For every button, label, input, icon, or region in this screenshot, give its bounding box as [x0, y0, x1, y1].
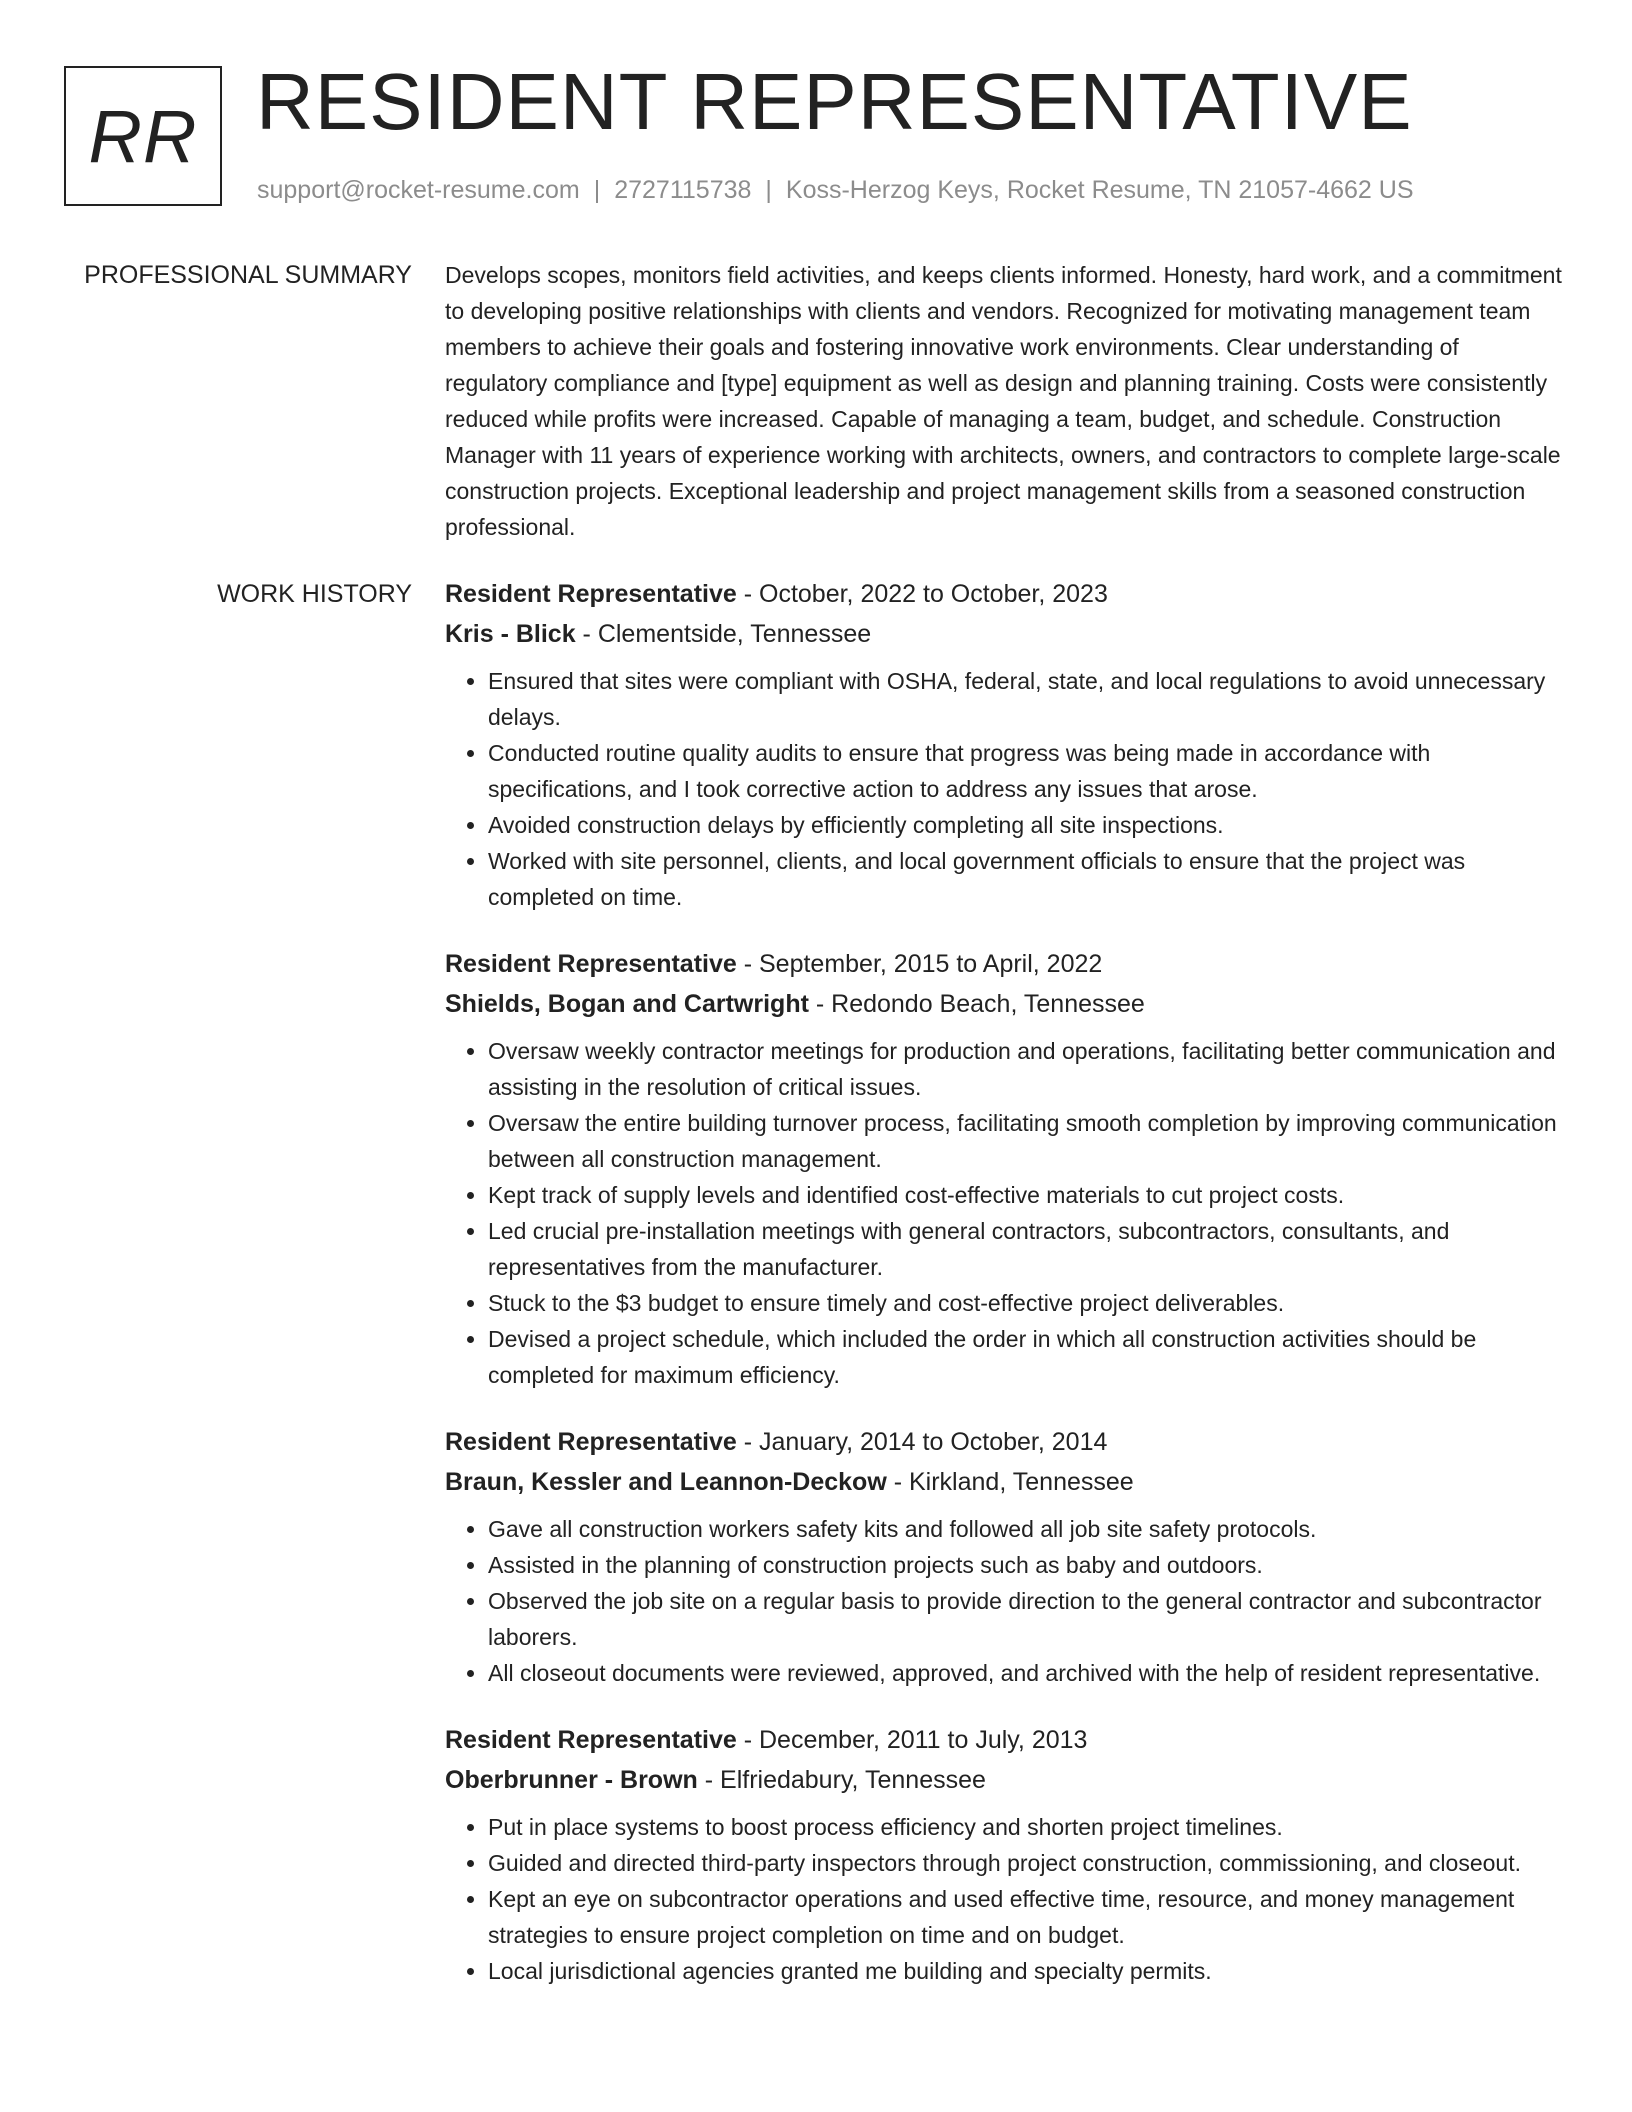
job-bullet: • Led crucial pre-installation meetings with general contractors, subcontractors, consultants, and representatives from the manufacturer. [488, 1213, 1563, 1285]
job-bullet: • Observed the job site on a regular basis to provide direction to the general contractor and subcontractor laborers. [488, 1583, 1563, 1655]
contact-address: Koss-Herzog Keys, Rocket Resume, TN 21057-4662 US [785, 176, 1414, 204]
job-bullet: • Devised a project schedule, which included the order in which all construction activities should be completed for maximum efficiency. [488, 1321, 1563, 1393]
job-company-line [445, 1760, 1563, 1800]
job-bullet: • Kept an eye on subcontractor operations and used effective time, resource, and money management strategies to ensure project completion on time and on budget. [488, 1881, 1563, 1953]
job-company: Kris - Blick [445, 620, 576, 648]
contact-separator: | [593, 176, 601, 204]
job-title: Resident Representative [445, 1428, 737, 1456]
job-location: - Redondo Beach, Tennessee [808, 990, 1145, 1018]
job-bullet: • Put in place systems to boost process efficiency and shorten project timelines. [488, 1809, 1563, 1845]
section-label-work-history: WORK HISTORY [217, 580, 412, 608]
job-dates: - December, 2011 to July, 2013 [736, 1726, 1088, 1754]
work-history-section [445, 574, 1563, 2018]
job-title: Resident Representative [445, 1726, 737, 1754]
section-label-summary: PROFESSIONAL SUMMARY [84, 261, 412, 289]
job-bullet: • All closeout documents were reviewed, approved, and archived with the help of resident representative. [488, 1655, 1563, 1691]
contact-email[interactable]: support@rocket-resume.com [257, 176, 580, 204]
job-bullet: • Conducted routine quality audits to ensure that progress was being made in accordance with specifications, and I took corrective action to address any issues that arose. [488, 735, 1563, 807]
job-bullet: • Guided and directed third-party inspectors through project construction, commissioning, and closeout. [488, 1845, 1563, 1881]
summary-section [445, 257, 1563, 545]
job-bullet: • Kept track of supply levels and identified cost-effective materials to cut project costs. [488, 1177, 1563, 1213]
job-bullet-list [445, 663, 1563, 915]
job-bullet: • Ensured that sites were compliant with OSHA, federal, state, and local regulations to avoid unnecessary delays. [488, 663, 1563, 735]
job-bullet: • Stuck to the $3 budget to ensure timely and cost-effective project deliverables. [488, 1285, 1563, 1321]
job-location: - Clementside, Tennessee [575, 620, 872, 648]
job-location: - Kirkland, Tennessee [886, 1468, 1134, 1496]
job-company: Oberbrunner - Brown [445, 1766, 698, 1794]
job-title: Resident Representative [445, 950, 737, 978]
job-entry [445, 1720, 1563, 1989]
job-list [445, 574, 1563, 1989]
job-company: Braun, Kessler and Leannon-Deckow [445, 1468, 887, 1496]
job-bullet: • Assisted in the planning of construction projects such as baby and outdoors. [488, 1547, 1563, 1583]
job-title: Resident Representative [445, 580, 737, 608]
job-title-line [445, 944, 1563, 984]
job-bullet-list [445, 1033, 1563, 1393]
contact-separator: | [765, 176, 772, 204]
job-location: - Elfriedabury, Tennessee [697, 1766, 986, 1794]
job-title-line [445, 574, 1563, 614]
job-company-line [445, 1462, 1563, 1502]
job-entry [445, 944, 1563, 1393]
job-bullet: • Local jurisdictional agencies granted me building and specialty permits. [488, 1953, 1563, 1989]
contact-line [257, 174, 1414, 206]
job-bullet: • Worked with site personnel, clients, and local government officials to ensure that the project was completed on time. [488, 843, 1563, 915]
job-entry [445, 1422, 1563, 1691]
job-bullet: • Gave all construction workers safety kits and followed all job site safety protocols. [488, 1511, 1563, 1547]
contact-phone[interactable]: 2727115738 [614, 176, 752, 204]
job-bullet-list [445, 1809, 1563, 1989]
resume-name: RESIDENT REPRESENTATIVE [256, 57, 1413, 146]
job-bullet: • Oversaw the entire building turnover process, facilitating smooth completion by improving communication between all construction management. [488, 1105, 1563, 1177]
summary-text: Develops scopes, monitors field activities, and keeps clients informed. Honesty, hard work, and a commitment to developing positive relationships with clients and vendors. Recognized for motivating management team members to achieve their goals and fostering innovative work environments. Clear understanding of regulatory compliance and [type] equipment as well as design and planning training. Costs were consistently reduced while profits were increased. Capable of managing a team, budget, and schedule. Construction Manager with 11 years of experience working with architects, owners, and contractors to complete large-scale construction projects. Exceptional leadership and project management skills from a seasoned construction professional. [445, 262, 1562, 540]
job-bullet-list [445, 1511, 1563, 1691]
job-company-line [445, 614, 1563, 654]
job-bullet: • Avoided construction delays by efficiently completing all site inspections. [488, 807, 1563, 843]
job-entry [445, 574, 1563, 915]
job-dates: - January, 2014 to October, 2014 [736, 1428, 1108, 1456]
job-company-line [445, 984, 1563, 1024]
job-company: Shields, Bogan and Cartwright [445, 990, 809, 1018]
job-title-line [445, 1720, 1563, 1760]
monogram-logo: RR [64, 66, 222, 206]
job-dates: - October, 2022 to October, 2023 [736, 580, 1108, 608]
job-title-line [445, 1422, 1563, 1462]
job-bullet: • Oversaw weekly contractor meetings for production and operations, facilitating better communication and assisting in the resolution of critical issues. [488, 1033, 1563, 1105]
job-dates: - September, 2015 to April, 2022 [736, 950, 1103, 978]
